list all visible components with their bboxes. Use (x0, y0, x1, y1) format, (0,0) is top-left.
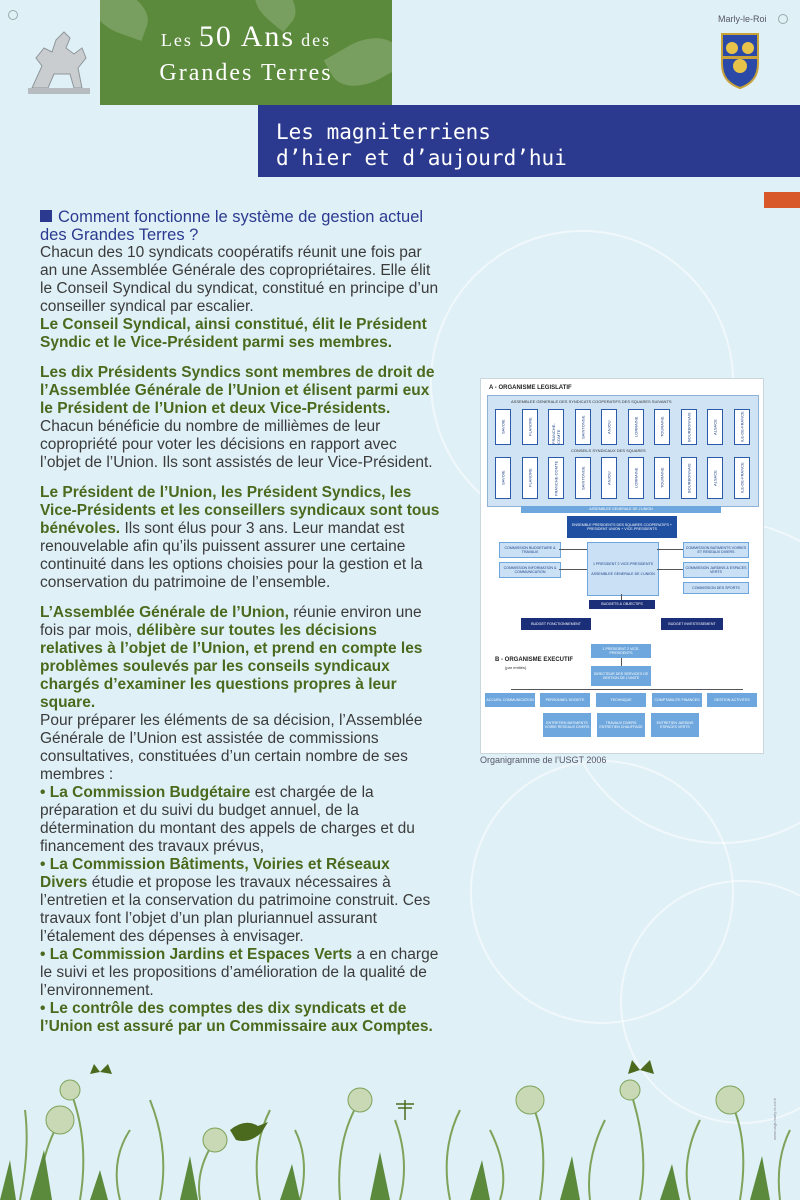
connector-line (621, 658, 622, 666)
grass-dandelion-decoration (0, 1060, 800, 1200)
commission-name: La Commission Jardins et Espaces Verts (49, 946, 353, 963)
org-square-box (707, 409, 723, 445)
org-square-label: SAINTONGE (580, 466, 585, 490)
org-square-box (495, 409, 511, 445)
coat-of-arms-icon (718, 30, 762, 90)
paragraph-mixed (40, 604, 440, 712)
subtitle-band (258, 105, 800, 177)
orange-tab (764, 192, 800, 208)
commission-text: étudie et propose les travaux nécessaires à l’entretien et la conservation du patrimoine construit. Ces travaux font l’objet d’un plan pluriannuel assurant l’étalement des dépenses à envisager. (40, 874, 431, 945)
org-square-label: SAVOIE (500, 470, 506, 486)
corner-mark (8, 10, 18, 20)
paragraph: Pour préparer les éléments de sa décision, l’Assemblée Générale de l’Union est assistée de commissions consultatives, constituées d’un certain nombre de ses membres : (40, 712, 423, 783)
org-sub-service: TRAVAUX DIVERS ENTRETIEN CHAUFFAGE (597, 713, 645, 737)
org-square-box (601, 409, 617, 445)
org-square-box (575, 457, 591, 499)
bold-span: Le Président de l’Union, les Président Syndics, les Vice-Présidents et les conseillers syndicaux sont tous bénévoles. (40, 484, 440, 537)
org-council-label: CONSEILS SYNDICAUX DES SQUARES (571, 448, 646, 453)
org-square-box (522, 457, 538, 499)
banner-word: des (301, 30, 332, 50)
banner-number: 50 Ans (198, 20, 296, 53)
title-banner (100, 0, 392, 105)
org-left-commission: COMMISSION BUDGETAIRE & TRAVAUX (499, 542, 561, 558)
org-center-box (587, 542, 659, 596)
org-section-b-note: (par entités) (505, 665, 527, 670)
title-line: d’hier et d’aujourd’hui (276, 146, 567, 170)
org-square-label: ANJOU (606, 471, 612, 485)
org-left-commission: COMMISSION INFORMATION & COMMUNICATION (499, 562, 561, 578)
org-budget-right: BUDGET INVESTISSEMENT (661, 618, 723, 630)
org-square-box (575, 409, 591, 445)
org-square-label: LORRAINE (633, 467, 638, 489)
org-square-label: FRANCHE-COMTE (551, 423, 561, 444)
org-direction: DIRECTEUR DES SERVICES DE GESTION DE L’UNITE (591, 666, 651, 686)
connector-line (657, 569, 683, 570)
org-square-box (681, 457, 697, 499)
org-service: TECHNIQUE (596, 693, 646, 707)
org-square-box (522, 409, 538, 445)
org-square-box (654, 409, 670, 445)
org-square-label: BOURBONNAIS (686, 412, 691, 442)
org-square-label: ALSACE (712, 470, 718, 486)
connector-line (657, 549, 683, 550)
org-square-label: SAVOIE (500, 419, 506, 435)
bold-span: délibère sur toutes les décisions relatives à l’objet de l’Union, et prend en compte les problèmes soulevés par les conseils syndicaux chargés d’examiner les questions propres à leur square. (40, 622, 423, 711)
bullet-icon: • (40, 784, 46, 801)
text-span: réunie environ une fois par mois, (40, 604, 422, 639)
side-note: www.usgt-marly-le-roi.fr (772, 1097, 777, 1140)
question-heading (40, 208, 440, 244)
commission-item (40, 856, 440, 946)
org-square-box (601, 457, 617, 499)
text-span: Ils sont élus pour 3 ans. Leur mandat est renouvelable afin qu’ils puissent assurer une certaine continuité dans les options choisies pour la gestion et la conservation du patrimoine de l’ensemble. (40, 520, 423, 591)
butterfly-icon (90, 1060, 654, 1074)
org-square-label: LORRAINE (633, 416, 638, 438)
banner-word: Les (160, 30, 193, 50)
org-square-box (495, 457, 511, 499)
paragraph-bold: Le Conseil Syndical, ainsi constitué, élit le Président Syndic et le Vice-Président parmi ses membres. (40, 316, 427, 351)
bold-span: L’Assemblée Générale de l’Union, (40, 604, 289, 621)
org-sub-service: ENTRETIEN JARDINS ESPACES VERTS (651, 713, 699, 737)
commission-text: est chargée de la préparation et du suivi du budget annuel, de la détermination du montant des appels de charges et du financement des travaux prévus, (40, 784, 415, 855)
org-square-label: TOURAINE (659, 467, 665, 489)
bullet-icon: • (40, 1000, 46, 1017)
org-square-label: SAINTONGE (580, 415, 585, 439)
org-right-commission: COMMISSION DES SPORTS (683, 582, 749, 594)
org-square-box (548, 409, 564, 445)
org-service: ACCUEIL COMMUNICATION (485, 693, 535, 707)
org-square-box (707, 457, 723, 499)
commission-text: a en charge le suivi et les propositions d’amélioration de la qualité de l’environnement. (40, 946, 439, 999)
org-square-label: ALSACE (712, 419, 718, 435)
org-section-b: B - ORGANISME EXECUTIF (495, 657, 574, 663)
org-budget-left: BUDGET FONCTIONNEMENT (521, 618, 591, 630)
org-right-commission: COMMISSION BATIMENTS VOIRIES ET RESEAUX DIVERS (683, 542, 749, 558)
commission-name: La Commission Bâtiments, Voiries et Réseaux Divers (40, 856, 390, 891)
title-line: Les magniterriens (276, 120, 491, 144)
banner-line1 (100, 20, 392, 54)
page-title (276, 119, 567, 171)
org-square-box (734, 409, 750, 445)
org-square-label: ILE-DE-FRANCE (739, 411, 744, 443)
commission-name: Le contrôle des comptes des dix syndicats et de l’Union est assuré par un Commissaire aux Comptes. (40, 1000, 433, 1035)
commission-name: La Commission Budgétaire (49, 784, 251, 801)
org-square-label: ANJOU (606, 420, 612, 434)
connector-line (559, 549, 587, 550)
paragraph-bold: Les dix Présidents Syndics sont membres de droit de l’Assemblée Générale de l’Union et élisent parmi eux le Président de l’Union et deux Vice-Présidents. (40, 364, 435, 417)
paragraph-mixed (40, 484, 440, 592)
commission-item (40, 784, 440, 856)
org-presidents-box: ENSEMBLE PRESIDENTS DES SQUARES COOPERATIFS + PRESIDENT UNION + VICE-PRESIDENTS (567, 516, 677, 538)
org-center-text: 1 PRESIDENT 2 VICE-PRESIDENTS (592, 561, 654, 566)
org-sub-service: ENTRETIEN BATIMENTS VOIRIE RESEAUX DIVERS (543, 713, 591, 737)
org-right-commission: COMMISSION JARDINS & ESPACES VERTS (683, 562, 749, 578)
paragraph: Chacun des 10 syndicats coopératifs réunit une fois par an une Assemblée Générale des copropriétaires. Elle élit le Conseil Syndical du syndicat, constitué en principe d’un conseiller syndical par escalier. (40, 244, 439, 315)
org-assembly-union: ASSEMBLEE GENERALE DE L’UNION (521, 506, 721, 513)
bird-icon (230, 1122, 268, 1141)
connector-line (621, 594, 622, 600)
org-square-label: FRANCHE-COMTE (553, 460, 559, 496)
org-square-label: FLANDRE (527, 417, 532, 437)
org-section-a: A - ORGANISME LEGISLATIF (489, 385, 572, 391)
organigram (480, 378, 764, 754)
org-service: PERSONNEL SOCIETE (540, 693, 590, 707)
connector-line (511, 689, 743, 690)
bullet-icon: • (40, 946, 46, 963)
article-body (40, 208, 440, 1036)
org-service: COMPTABILITE FINANCES (652, 693, 702, 707)
org-square-box (628, 457, 644, 499)
org-service: GESTION ACTIVITES (707, 693, 757, 707)
org-budget-objectives: BUDGETS & OBJECTIFS (589, 600, 655, 609)
bullet-icon: • (40, 856, 46, 873)
org-square-label: TOURAINE (659, 416, 665, 438)
commission-item (40, 946, 440, 1000)
org-square-label: BOURBONNAIS (686, 463, 691, 493)
town-name: Marly-le-Roi (718, 14, 767, 24)
connector-line (559, 569, 587, 570)
org-square-box (681, 409, 697, 445)
horse-statue-icon (22, 18, 94, 98)
org-exec-president: 1 PRESIDENT 2 VICE-PRESIDENTS (591, 644, 651, 658)
org-square-box (734, 457, 750, 499)
org-square-label: FLANDRE (527, 468, 532, 488)
commission-item (40, 1000, 440, 1036)
square-bullet-icon (40, 210, 52, 222)
dragonfly-icon (396, 1100, 414, 1120)
organigram-caption: Organigramme de l’USGT 2006 (480, 755, 607, 765)
org-square-box (654, 457, 670, 499)
paragraph: Chacun bénéficie du nombre de millièmes de leur copropriété pour voter les décisions en rapport avec l’objet de l’Union. Ils sont assistés de leur Vice-Président. (40, 418, 433, 471)
org-square-box (548, 457, 564, 499)
question-text: Comment fonctionne le système de gestion actuel des Grandes Terres ? (40, 208, 424, 244)
org-assembly-top: ASSEMBLEE GENERALE DES SYNDICATS COOPERATIFS DES SQUARES SUIVANTS (511, 399, 672, 404)
org-square-label: ILE-DE-FRANCE (739, 462, 744, 494)
banner-line2: Grandes Terres (159, 60, 333, 86)
corner-mark (778, 14, 788, 24)
org-square-box (628, 409, 644, 445)
org-center-text: ASSEMBLEE GENERALE DE L’UNION (591, 572, 655, 576)
